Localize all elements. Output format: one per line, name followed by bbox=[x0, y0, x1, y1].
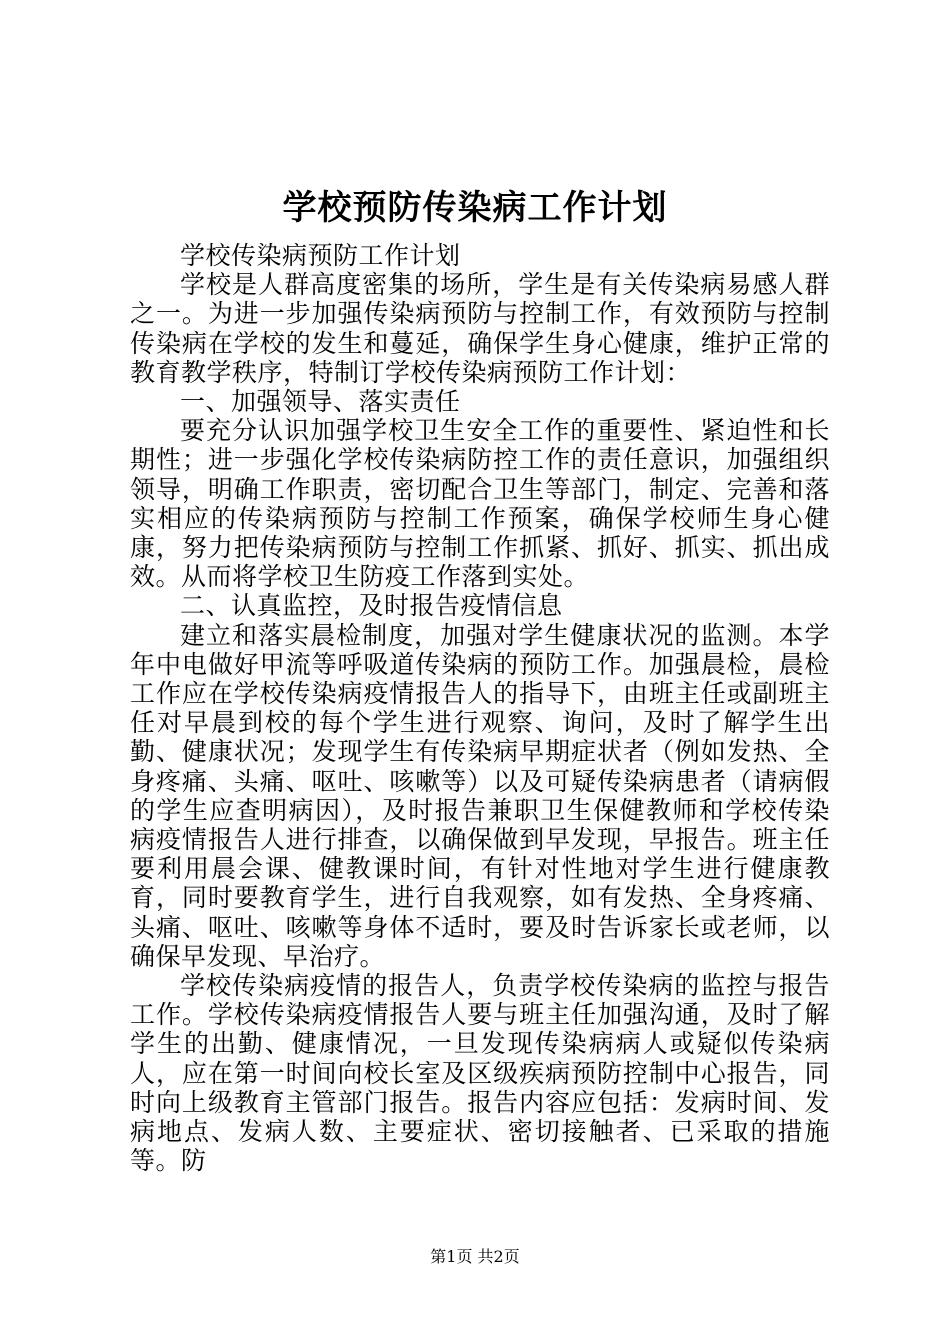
page-footer: 第1页 共2页 bbox=[430, 1247, 520, 1266]
paragraph-intro: 学校是人群高度密集的场所，学生是有关传染病易感人群之一。为进一步加强传染病预防与控制工作，有效预防与控制传染病在学校的发生和蔓延，确保学生身心健康，维护正常的教育教学秩序，特制订学校传染病预防工作计划： bbox=[130, 270, 830, 387]
paragraph-section-1: 要充分认识加强学校卫生安全工作的重要性、紧迫性和长期性；进一步强化学校传染病防控工作的责任意识，加强组织领导，明确工作职责，密切配合卫生等部门，制定、完善和落实相应的传染病预防与控制工作预案，确保学校师生身心健康，努力把传染病预防与控制工作抓紧、抓好、抓实、抓出成效。从而将学校卫生防疫工作落到实处。 bbox=[130, 416, 830, 592]
paragraph-section-2: 建立和落实晨检制度，加强对学生健康状况的监测。本学年中电做好甲流等呼吸道传染病的预防工作。加强晨检，晨检工作应在学校传染病疫情报告人的指导下，由班主任或副班主任对早晨到校的每个学生进行观察、询问，及时了解学生出勤、健康状况；发现学生有传染病早期症状者（例如发热、全身疼痛、头痛、呕吐、咳嗽等）以及可疑传染病患者（请病假的学生应查明病因），及时报告兼职卫生保健教师和学校传染病疫情报告人进行排查，以确保做到早发现，早报告。班主任要利用晨会课、健教课时间，有针对性地对学生进行健康教育，同时要教育学生，进行自我观察，如有发热、全身疼痛、头痛、呕吐、咳嗽等身体不适时，要及时告诉家长或老师，以确保早发现、早治疗。 bbox=[130, 620, 830, 971]
paragraph-section-2-reporting: 学校传染病疫情的报告人，负责学校传染病的监控与报告工作。学校传染病疫情报告人要与班主任加强沟通，及时了解学生的出勤、健康情况，一旦发现传染病病人或疑似传染病人，应在第一时间向校长室及区级疾病预防控制中心报告，同时向上级教育主管部门报告。报告内容应包括：发病时间、发病地点、发病人数、主要症状、密切接触者、已采取的措施等。防 bbox=[130, 971, 830, 1176]
section-heading-2: 二、认真监控，及时报告疫情信息 bbox=[180, 591, 563, 621]
document-title: 学校预防传染病工作计划 bbox=[282, 188, 668, 228]
paragraph-subtitle: 学校传染病预防工作计划 bbox=[180, 241, 461, 270]
section-heading-1: 一、加强领导、落实责任 bbox=[180, 387, 461, 417]
document-body bbox=[130, 241, 830, 1176]
